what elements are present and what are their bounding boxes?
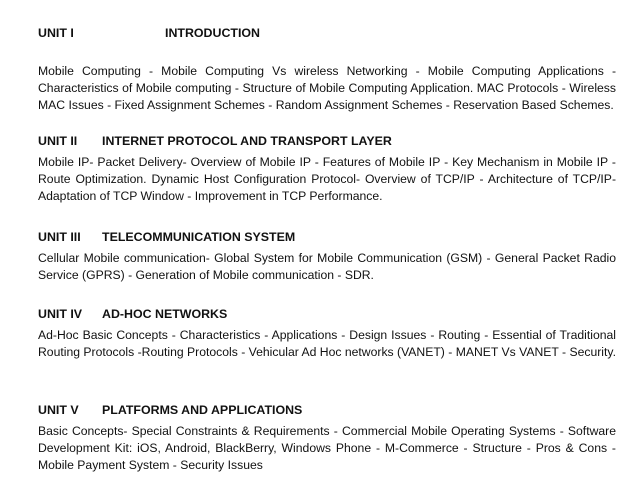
unit-1-description: Mobile Computing - Mobile Computing Vs wireless Networking - Mobile Computing Applications - Characteristics of Mobile computing - Structure of Mobile Computing Application. MAC Protocols - Wireless MAC Issues - Fixed Assignment Schemes - Random Assignment Schemes - Reservation Based Schemes. [38, 64, 616, 113]
unit-1-number: UNIT I [38, 26, 74, 40]
unit-2-title: INTERNET PROTOCOL AND TRANSPORT LAYER [102, 134, 392, 148]
unit-4-title: AD-HOC NETWORKS [102, 307, 228, 321]
unit-3-title: TELECOMMUNICATION SYSTEM [102, 230, 296, 244]
unit-2-number: UNIT II [38, 134, 78, 148]
unit-2-section [38, 133, 616, 206]
unit-4-description: Ad-Hoc Basic Concepts - Characteristics - Applications - Design Issues - Routing - Essential of Traditional Routing Protocols -Routing Protocols - Vehicular Ad Hoc networks (VANET) - MANET Vs VANET - Security. [38, 328, 616, 360]
unit-3-description: Cellular Mobile communication- Global System for Mobile Communication (GSM) - General Packet Radio Service (GPRS) - Generation of Mobile communication - SDR. [38, 251, 616, 283]
unit-1-heading [38, 25, 616, 42]
unit-5-section [38, 402, 616, 475]
unit-5-heading [38, 402, 616, 419]
unit-4-section [38, 306, 616, 361]
unit-5-number: UNIT V [38, 403, 79, 417]
unit-3-heading [38, 229, 616, 246]
unit-3-number: UNIT III [38, 230, 81, 244]
unit-1-section [38, 25, 616, 115]
unit-2-heading [38, 133, 616, 150]
unit-2-description: Mobile IP- Packet Delivery- Overview of Mobile IP - Features of Mobile IP - Key Mechanism in Mobile IP - Route Optimization. Dynamic Host Configuration Protocol- Overview of TCP/IP - Architecture of TCP/IP- Adaptation of TCP Window - Improvement in TCP Performance. [38, 155, 616, 204]
unit-4-number: UNIT IV [38, 307, 83, 321]
unit-3-section [38, 229, 616, 284]
unit-1-title: INTRODUCTION [165, 26, 260, 40]
unit-5-title: PLATFORMS AND APPLICATIONS [102, 403, 303, 417]
unit-4-heading [38, 306, 616, 323]
unit-5-description: Basic Concepts- Special Constraints & Requirements - Commercial Mobile Operating Systems - Software Development Kit: iOS, Android, BlackBerry, Windows Phone - M-Commerce - Structure - Pros & Cons - Mobile Payment System - Security Issues [38, 424, 616, 473]
